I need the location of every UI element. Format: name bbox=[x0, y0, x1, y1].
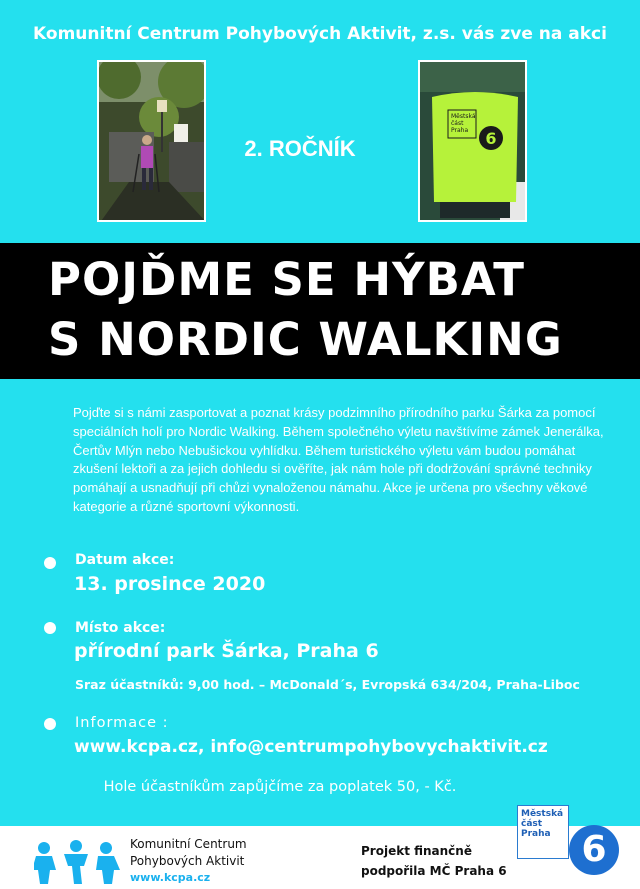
praha6-logo bbox=[517, 805, 627, 881]
funding-line-2: podpořila MČ Praha 6 bbox=[361, 864, 507, 878]
info-label: Informace : bbox=[75, 715, 169, 731]
title-line-2: S NORDIC WALKING bbox=[48, 313, 563, 366]
bullet-date bbox=[44, 557, 56, 569]
event-description: Pojďte si s námi zasportovat a poznat krásy podzimního přírodního parku Šárka za pomocí speciálních holí pro Nordic Walking. Během společného výletu navštívíme zámek Jenerálka, Čertův Mlýn nebo Nebušickou vyhlídku. Během turistického výletu vám budou pomáhat zkušení lektoři a za jejich dohledu si ověříte, jak nám hole při dodržování správné techniky pomáhají a usnadňují při chůzi vynaloženou námahu. Akce je určena pro všechny věkové kategorie a různé sportovní výkonnosti. bbox=[73, 405, 604, 514]
org-name-line-1: Komunitní Centrum bbox=[130, 837, 247, 851]
org-name-line-2: Pohybových Aktivit bbox=[130, 854, 245, 868]
vest-illustration bbox=[420, 62, 527, 222]
date-value: 13. prosince 2020 bbox=[74, 573, 266, 595]
forest-walk-photo bbox=[97, 60, 206, 222]
vest-sign-line2: část bbox=[451, 120, 464, 127]
pole-rental-note: Hole účastníkům zapůjčíme za poplatek 50, - Kč. bbox=[103, 779, 457, 795]
vest-sign-number: 6 bbox=[485, 129, 497, 148]
vest-photo bbox=[418, 60, 527, 222]
edition-label: 2. ROČNÍK bbox=[244, 136, 356, 161]
vest-sign-line1: Městská bbox=[451, 113, 476, 120]
forest-walk-illustration bbox=[99, 62, 206, 222]
meeting-point: Sraz účastníků: 9,00 hod. – McDonald´s, Evropská 634/204, Praha-Liboc bbox=[75, 677, 580, 692]
title-banner bbox=[0, 243, 640, 379]
praha6-logo-line2: část bbox=[521, 819, 543, 829]
funding-line-1: Projekt finančně bbox=[361, 844, 472, 858]
place-value: přírodní park Šárka, Praha 6 bbox=[74, 640, 379, 662]
praha6-logo-line1: Městská bbox=[521, 809, 564, 819]
title-line-1: POJĎME SE HÝBAT bbox=[48, 253, 525, 306]
vest-sign-line3: Praha bbox=[451, 127, 469, 134]
date-label: Datum akce: bbox=[75, 552, 175, 568]
bullet-place bbox=[44, 622, 56, 634]
bullet-info bbox=[44, 718, 56, 730]
contact-links[interactable]: www.kcpa.cz, info@centrumpohybovychaktivit.cz bbox=[74, 737, 548, 757]
place-label: Místo akce: bbox=[75, 620, 166, 636]
praha6-number-icon: 6 bbox=[569, 825, 619, 875]
praha6-logo-line3: Praha bbox=[521, 829, 551, 839]
event-invite-header: Komunitní Centrum Pohybových Aktivit, z.s. vás zve na akci bbox=[33, 24, 607, 44]
kcpa-logo-icon bbox=[34, 840, 120, 884]
org-website-link[interactable]: www.kcpa.cz bbox=[130, 871, 211, 884]
praha6-logo-box bbox=[517, 805, 569, 859]
